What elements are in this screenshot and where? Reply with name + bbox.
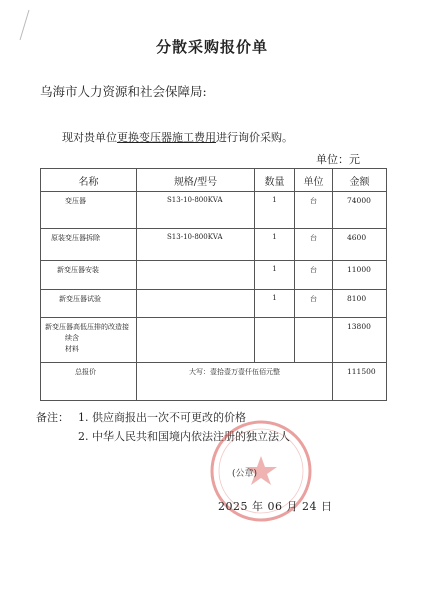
table-row: [41, 261, 387, 290]
header-unit: 单位: [295, 169, 333, 192]
table-row: [41, 290, 387, 318]
cell-name-line: 材料: [65, 345, 79, 353]
cell-qty: 1: [255, 229, 295, 261]
cell-name: 新变压器安装: [41, 261, 137, 290]
seal-note: (公章): [232, 469, 258, 479]
cell-name: 变压器: [41, 192, 137, 229]
cell-spec: [137, 290, 255, 318]
header-amount: 金额: [333, 169, 387, 192]
cell-name-line: 续含: [65, 334, 79, 342]
header-qty: 数量: [255, 169, 295, 192]
cell-qty: 1: [255, 192, 295, 229]
cell-spec: [137, 261, 255, 290]
unit-label: 单位：元: [316, 153, 360, 166]
cell-unit: 台: [295, 261, 333, 290]
cell-qty: 1: [255, 290, 295, 318]
header-name: 名称: [41, 169, 137, 192]
cell-name: 新变压器试验: [41, 290, 137, 318]
table-total-row: [41, 363, 387, 401]
intro-project-name: 更换变压器施工费用: [117, 131, 216, 144]
table-header-row: [41, 169, 387, 192]
cell-qty: [255, 318, 295, 363]
total-label: 总报价: [41, 363, 137, 401]
cell-amount: 74000: [333, 192, 387, 229]
intro-sentence: [62, 129, 293, 145]
cell-amount: 13800: [333, 318, 387, 363]
cell-name: [41, 318, 137, 363]
cell-spec: [137, 318, 255, 363]
total-in-words: 大写：壹拾壹万壹仟伍佰元整: [137, 363, 333, 401]
quote-table: [40, 168, 387, 401]
document-title: 分散采购报价单: [155, 38, 268, 56]
cell-spec: S13-10-800KVA: [137, 229, 255, 261]
header-spec: 规格/型号: [137, 169, 255, 192]
document-date: 2025 年 06 月 24 日: [218, 500, 333, 513]
cell-spec: S13-10-800KVA: [137, 192, 255, 229]
table-row: [41, 318, 387, 363]
cell-amount: 8100: [333, 290, 387, 318]
cell-unit: 台: [295, 229, 333, 261]
cell-unit: [295, 318, 333, 363]
table-row: [41, 192, 387, 229]
table-row: [41, 229, 387, 261]
cell-unit: 台: [295, 290, 333, 318]
addressee: 乌海市人力资源和社会保障局:: [40, 84, 207, 99]
cell-unit: 台: [295, 192, 333, 229]
cell-name-line: 新变压器高低压排的改造接: [45, 323, 129, 331]
cell-amount: 11000: [333, 261, 387, 290]
notes-label: 备注：: [36, 411, 69, 424]
cell-name: 原装变压器拆除: [41, 229, 137, 261]
note-item: 2. 中华人民共和国境内依法注册的独立法人: [78, 430, 290, 443]
cell-qty: 1: [255, 261, 295, 290]
intro-suffix: 进行询价采购。: [216, 131, 293, 144]
cell-amount: 4600: [333, 229, 387, 261]
total-amount: 111500: [333, 363, 387, 401]
intro-prefix: 现对贵单位: [62, 131, 117, 144]
note-item: 1. 供应商报出一次不可更改的价格: [78, 411, 246, 424]
